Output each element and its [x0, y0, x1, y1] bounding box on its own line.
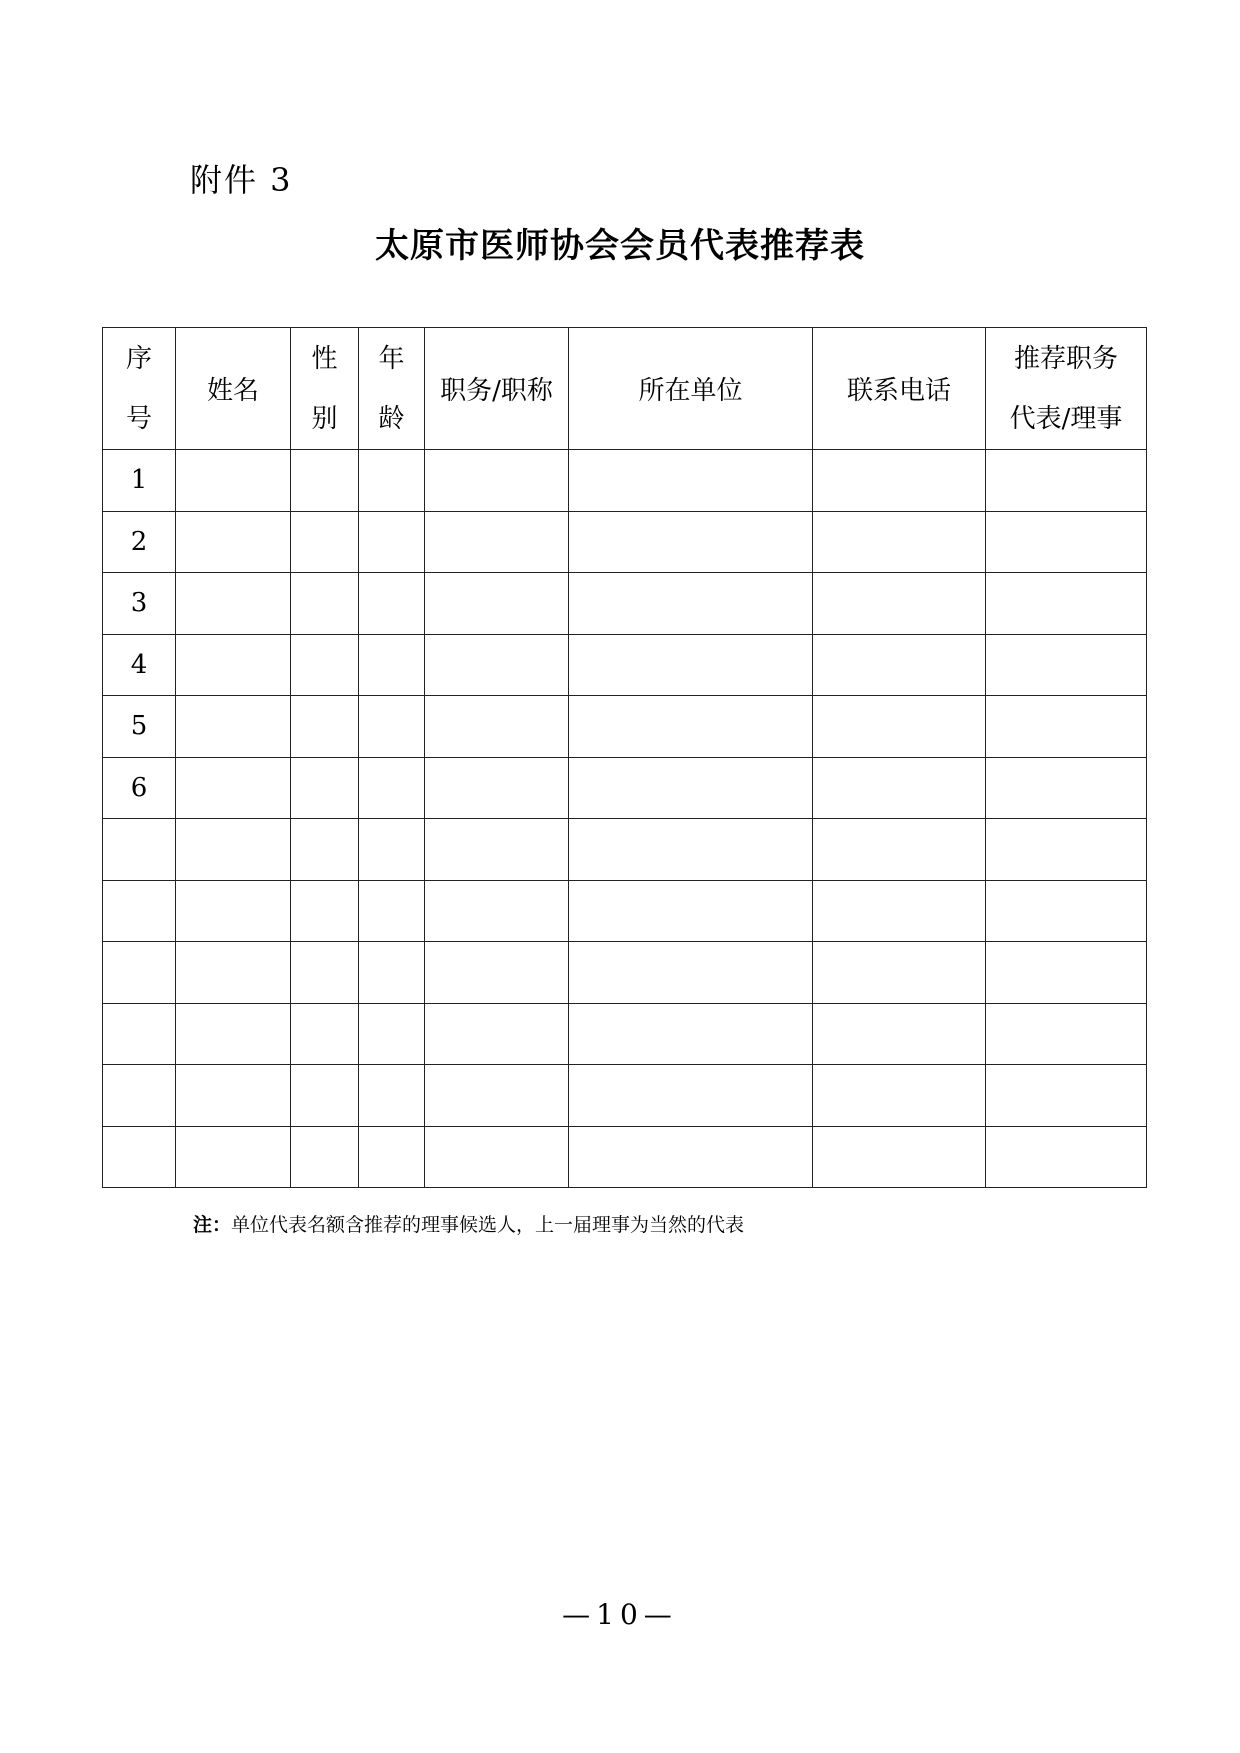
- recommended-role-cell[interactable]: [986, 450, 1147, 512]
- header-position: 职务/职称: [425, 328, 569, 450]
- age-cell[interactable]: [359, 942, 425, 1004]
- name-cell[interactable]: [176, 511, 291, 573]
- gender-cell[interactable]: [291, 942, 359, 1004]
- recommended-role-cell[interactable]: [986, 819, 1147, 881]
- age-cell[interactable]: [359, 819, 425, 881]
- unit-cell[interactable]: [569, 942, 813, 1004]
- row-number-cell: 5: [103, 696, 176, 758]
- age-cell[interactable]: [359, 757, 425, 819]
- phone-cell[interactable]: [813, 942, 986, 1004]
- table-row: [103, 511, 1147, 573]
- recommendation-table: [102, 327, 1147, 1188]
- header-name: 姓名: [176, 328, 291, 450]
- table-row: [103, 757, 1147, 819]
- position-cell[interactable]: [425, 942, 569, 1004]
- name-cell[interactable]: [176, 942, 291, 1004]
- row-number-cell: 6: [103, 757, 176, 819]
- recommended-role-cell[interactable]: [986, 880, 1147, 942]
- position-cell[interactable]: [425, 696, 569, 758]
- table-row: [103, 634, 1147, 696]
- age-cell[interactable]: [359, 1003, 425, 1065]
- table-row: [103, 819, 1147, 881]
- unit-cell[interactable]: [569, 757, 813, 819]
- header-seq: [103, 328, 176, 450]
- position-cell[interactable]: [425, 880, 569, 942]
- row-number-cell: 3: [103, 573, 176, 635]
- header-recommended-role: [986, 328, 1147, 450]
- name-cell[interactable]: [176, 573, 291, 635]
- position-cell[interactable]: [425, 511, 569, 573]
- unit-cell[interactable]: [569, 880, 813, 942]
- phone-cell[interactable]: [813, 1126, 986, 1188]
- footnote: [193, 1210, 744, 1237]
- header-age-line1: 年: [378, 343, 405, 374]
- name-cell[interactable]: [176, 880, 291, 942]
- position-cell[interactable]: [425, 819, 569, 881]
- recommended-role-cell[interactable]: [986, 1065, 1147, 1127]
- age-cell[interactable]: [359, 696, 425, 758]
- unit-cell[interactable]: [569, 634, 813, 696]
- header-seq-line1: 序: [125, 343, 152, 374]
- position-cell[interactable]: [425, 1003, 569, 1065]
- table-row: [103, 1003, 1147, 1065]
- name-cell[interactable]: [176, 450, 291, 512]
- recommended-role-cell[interactable]: [986, 1126, 1147, 1188]
- unit-cell[interactable]: [569, 696, 813, 758]
- recommended-role-cell[interactable]: [986, 696, 1147, 758]
- gender-cell[interactable]: [291, 634, 359, 696]
- position-cell[interactable]: [425, 1126, 569, 1188]
- position-cell[interactable]: [425, 450, 569, 512]
- unit-cell[interactable]: [569, 1126, 813, 1188]
- position-cell[interactable]: [425, 1065, 569, 1127]
- header-gender-line2: 别: [311, 403, 338, 434]
- header-unit: 所在单位: [569, 328, 813, 450]
- row-number-cell: [103, 942, 176, 1004]
- position-cell[interactable]: [425, 573, 569, 635]
- unit-cell[interactable]: [569, 1003, 813, 1065]
- header-gender-line1: 性: [311, 343, 338, 374]
- name-cell[interactable]: [176, 634, 291, 696]
- header-gender: [291, 328, 359, 450]
- phone-cell[interactable]: [813, 757, 986, 819]
- row-number-cell: 1: [103, 450, 176, 512]
- table-header-row: [103, 328, 1147, 450]
- table-row: [103, 696, 1147, 758]
- row-number-cell: [103, 1126, 176, 1188]
- name-cell[interactable]: [176, 696, 291, 758]
- header-phone: 联系电话: [813, 328, 986, 450]
- gender-cell[interactable]: [291, 819, 359, 881]
- table-row: [103, 942, 1147, 1004]
- age-cell[interactable]: [359, 634, 425, 696]
- header-age: [359, 328, 425, 450]
- row-number-cell: 2: [103, 511, 176, 573]
- attachment-label: 附件 3: [190, 161, 293, 199]
- gender-cell[interactable]: [291, 1003, 359, 1065]
- row-number-cell: [103, 1003, 176, 1065]
- position-cell[interactable]: [425, 757, 569, 819]
- gender-cell[interactable]: [291, 696, 359, 758]
- age-cell[interactable]: [359, 573, 425, 635]
- recommended-role-cell[interactable]: [986, 511, 1147, 573]
- recommended-role-cell[interactable]: [986, 757, 1147, 819]
- phone-cell[interactable]: [813, 1065, 986, 1127]
- header-seq-line2: 号: [125, 403, 152, 434]
- phone-cell[interactable]: [813, 511, 986, 573]
- unit-cell[interactable]: [569, 819, 813, 881]
- name-cell[interactable]: [176, 757, 291, 819]
- phone-cell[interactable]: [813, 450, 986, 512]
- age-cell[interactable]: [359, 511, 425, 573]
- name-cell[interactable]: [176, 1065, 291, 1127]
- row-number-cell: [103, 819, 176, 881]
- gender-cell[interactable]: [291, 757, 359, 819]
- table-row: [103, 1065, 1147, 1127]
- page-title: 太原市医师协会会员代表推荐表: [375, 226, 865, 266]
- age-cell[interactable]: [359, 450, 425, 512]
- footnote-text: 单位代表名额含推荐的理事候选人，上一届理事为当然的代表: [231, 1214, 745, 1236]
- name-cell[interactable]: [176, 819, 291, 881]
- gender-cell[interactable]: [291, 511, 359, 573]
- gender-cell[interactable]: [291, 573, 359, 635]
- footnote-prefix: 注：: [193, 1214, 232, 1236]
- name-cell[interactable]: [176, 1126, 291, 1188]
- age-cell[interactable]: [359, 880, 425, 942]
- phone-cell[interactable]: [813, 634, 986, 696]
- age-cell[interactable]: [359, 1126, 425, 1188]
- gender-cell[interactable]: [291, 880, 359, 942]
- header-rec-line2: 代表/理事: [1009, 403, 1123, 434]
- age-cell[interactable]: [359, 1065, 425, 1127]
- table-row: [103, 880, 1147, 942]
- header-rec-line1: 推荐职务: [1013, 343, 1118, 374]
- table-row: [103, 1126, 1147, 1188]
- phone-cell[interactable]: [813, 1003, 986, 1065]
- header-age-line2: 龄: [378, 403, 405, 434]
- unit-cell[interactable]: [569, 511, 813, 573]
- row-number-cell: 4: [103, 634, 176, 696]
- phone-cell[interactable]: [813, 819, 986, 881]
- recommended-role-cell[interactable]: [986, 1003, 1147, 1065]
- gender-cell[interactable]: [291, 1126, 359, 1188]
- unit-cell[interactable]: [569, 573, 813, 635]
- phone-cell[interactable]: [813, 573, 986, 635]
- recommended-role-cell[interactable]: [986, 634, 1147, 696]
- phone-cell[interactable]: [813, 696, 986, 758]
- recommended-role-cell[interactable]: [986, 573, 1147, 635]
- table-row: [103, 573, 1147, 635]
- gender-cell[interactable]: [291, 450, 359, 512]
- page-number: —10—: [562, 1598, 678, 1631]
- table-row: [103, 450, 1147, 512]
- unit-cell[interactable]: [569, 1065, 813, 1127]
- row-number-cell: [103, 880, 176, 942]
- position-cell[interactable]: [425, 634, 569, 696]
- gender-cell[interactable]: [291, 1065, 359, 1127]
- phone-cell[interactable]: [813, 880, 986, 942]
- table-body: [103, 450, 1147, 1188]
- unit-cell[interactable]: [569, 450, 813, 512]
- row-number-cell: [103, 1065, 176, 1127]
- name-cell[interactable]: [176, 1003, 291, 1065]
- recommended-role-cell[interactable]: [986, 942, 1147, 1004]
